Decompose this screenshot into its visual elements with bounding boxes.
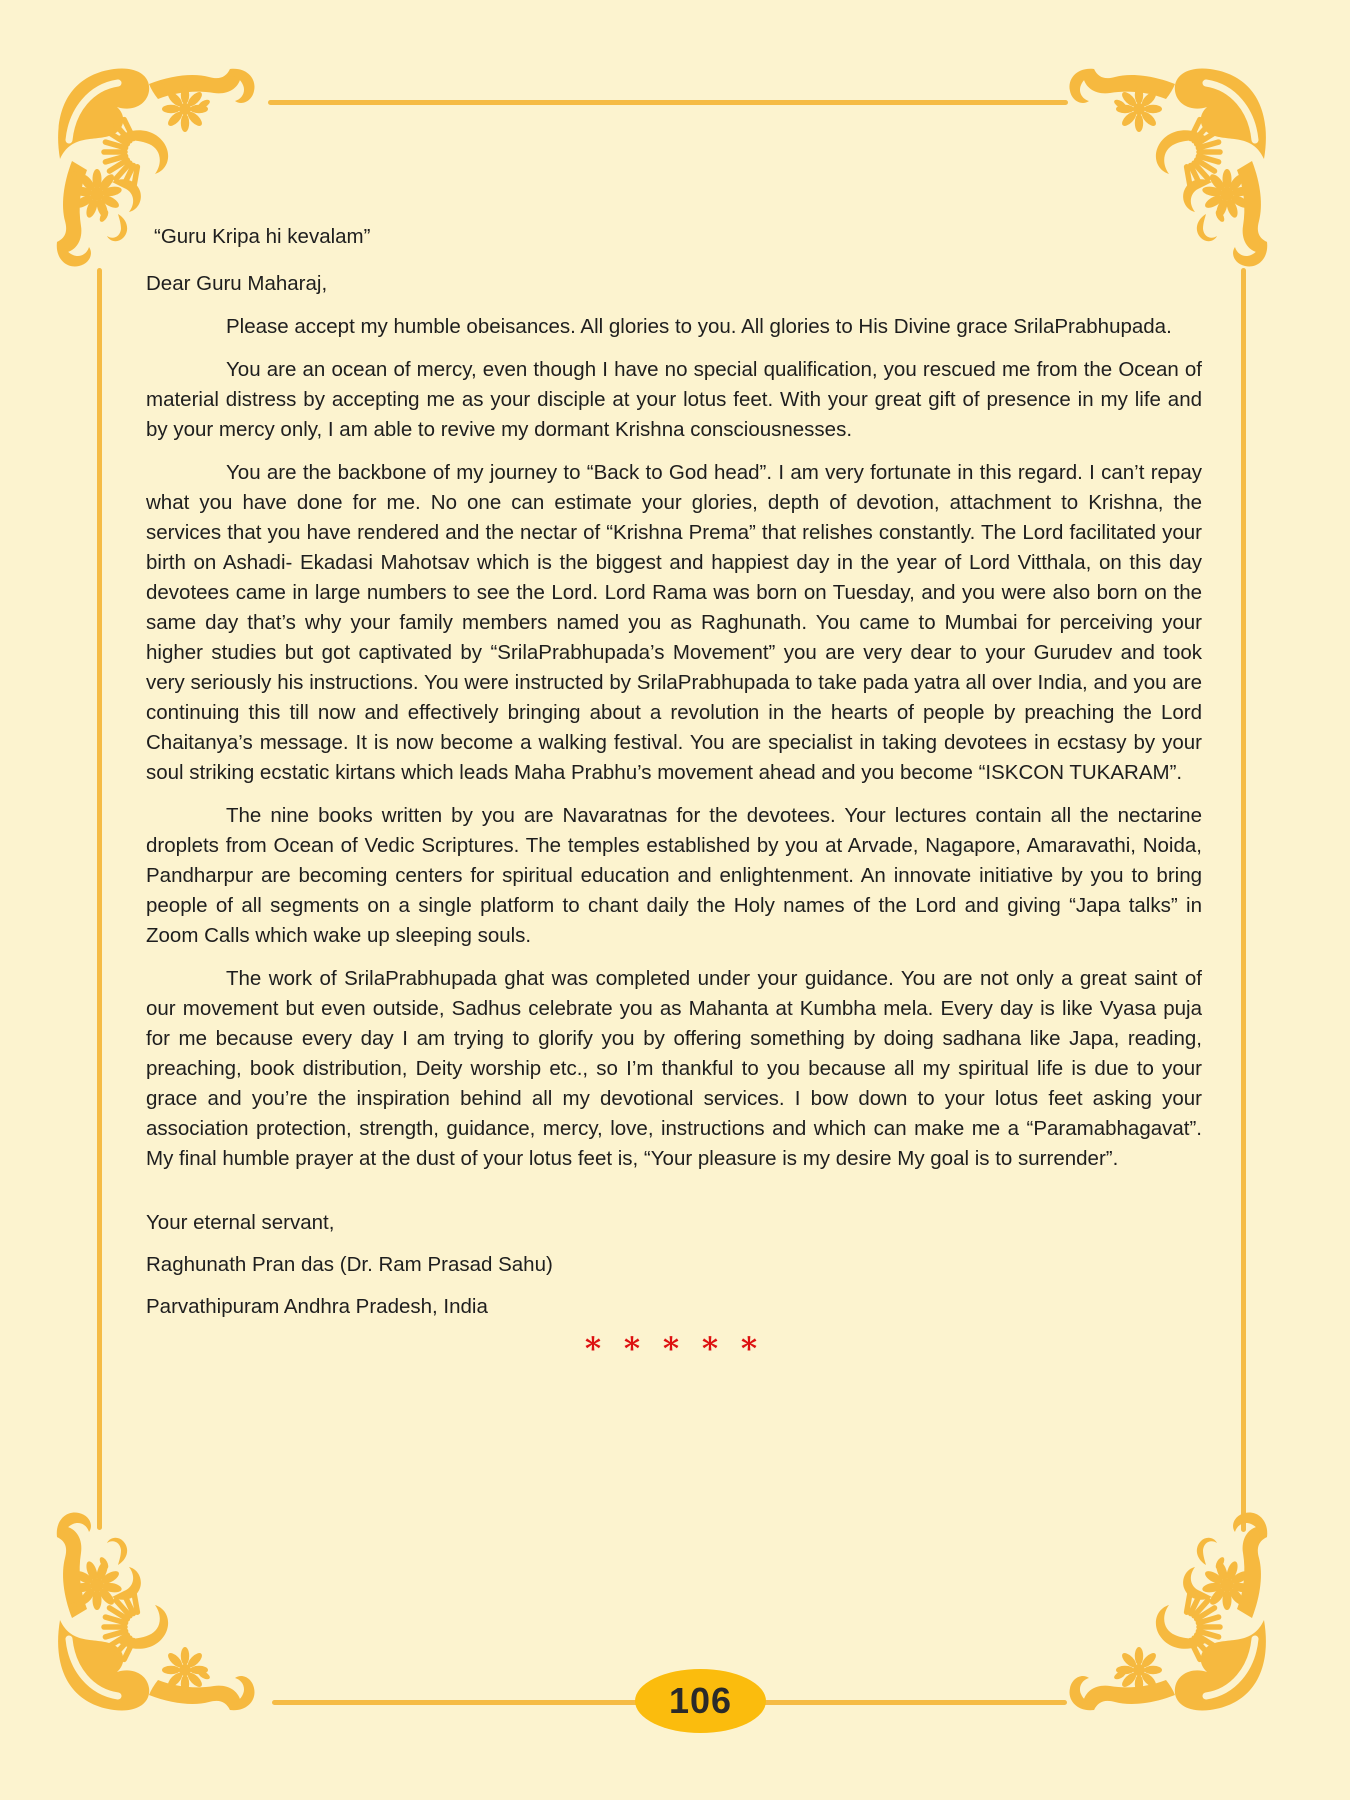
closing-line: Parvathipuram Andhra Pradesh, India (146, 1295, 488, 1318)
asterisk-separator: * * * * * (584, 1331, 764, 1367)
closing-line: Your eternal servant, (146, 1211, 335, 1234)
letter-body (146, 222, 1202, 1367)
floral-corner-ornament-bottom-left-icon (52, 1500, 267, 1715)
floral-corner-ornament-bottom-right-icon (1057, 1500, 1272, 1715)
border-line-right (1241, 268, 1246, 1532)
letter-paragraph: You are an ocean of mercy, even though I have no special qualification, you rescued me from the Ocean of material distress by accepting me as your disciple at your lotus feet. With your great gift of presence in my life and by your mercy only, I am able to revive my dormant Krishna consciousnesses. (146, 358, 1202, 441)
letter-paragraph: You are the backbone of my journey to “Back to God head”. I am very fortunate in this regard. I can’t repay what you have done for me. No one can estimate your glories, depth of devotion, attachment to Krishna, the services that you have rendered and the nectar of “Krishna Prema” that relishes constantly. The Lord facilitated your birth on Ashadi- Ekadasi Mahotsav which is the biggest and happiest day in the year of Lord Vitthala, on this day devotees came in large numbers to see the Lord. Lord Rama was born on Tuesday, and you were also born on the same day that’s why your family members named you as Raghunath. You came to Mumbai for perceiving your higher studies but got captivated by “SrilaPrabhupada’s Movement” you are very dear to your Gurudev and took very seriously his instructions. You were instructed by SrilaPrabhupada to take pada yatra all over India, and you are continuing this till now and effectively bringing about a revolution in the hearts of people by preaching the Lord Chaitanya’s message. It is now become a walking festival. You are specialist in taking devotees in ecstasy by your soul striking ecstatic kirtans which leads Maha Prabhu’s movement ahead and you become “ISKCON TUKARAM”. (146, 461, 1202, 784)
letter-paragraph: Please accept my humble obeisances. All glories to you. All glories to His Divine grace SrilaPrabhupada. (226, 315, 1172, 338)
page-number: 106 (668, 1680, 733, 1721)
closing-line: Raghunath Pran das (Dr. Ram Prasad Sahu) (146, 1253, 553, 1276)
letter-salutation: Dear Guru Maharaj, (146, 272, 328, 295)
border-line-left (97, 268, 102, 1530)
border-line-top (268, 100, 1068, 105)
letter-paragraph: The work of SrilaPrabhupada ghat was completed under your guidance. You are not only a great saint of our movement but even outside, Sadhus celebrate you as Mahanta at Kumbha mela. Every day is like Vyasa puja for me because every day I am trying to glorify you by offering something by doing sadhana like Japa, reading, preaching, book distribution, Deity worship etc., so I’m thankful to you because all my spiritual life is due to your grace and you’re the inspiration behind all my devotional services. I bow down to your lotus feet asking your association protection, strength, guidance, mercy, love, instructions and which can make me a “Paramabhagavat”. My final humble prayer at the dust of your lotus feet is, “Your pleasure is my desire My goal is to surrender”. (146, 967, 1202, 1170)
page-number-badge (635, 1669, 766, 1733)
letter-paragraph: The nine books written by you are Navaratnas for the devotees. Your lectures contain all the nectarine droplets from Ocean of Vedic Scriptures. The temples established by you at Arvade, Nagapore, Amaravathi, Noida, Pandharpur are becoming centers for spiritual education and enlightenment. An innovate initiative by you to bring people of all segments on a single platform to chant daily the Holy names of the Lord and giving “Japa talks” in Zoom Calls which wake up sleeping souls. (146, 804, 1202, 947)
letter-heading: “Guru Kripa hi kevalam” (154, 225, 371, 248)
